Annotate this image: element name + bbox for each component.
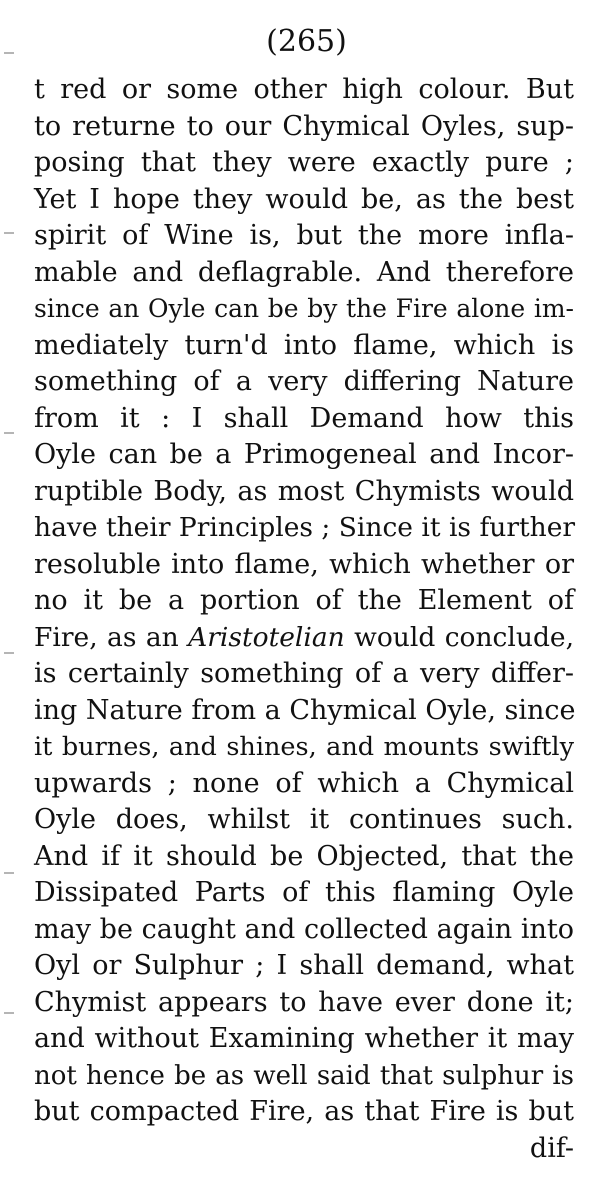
text-line: and without Examining whether it may [34,1023,574,1054]
text-line: Oyle does, whilst it continues such. [34,804,574,835]
text-line: resoluble into flame, which whether or [34,548,574,580]
text-line: from it : I shall Demand how this [34,402,574,434]
text-line: Dissipated Parts of this flaming Oyle [34,877,574,908]
text-line: not hence be as well said that sulphur is [34,1060,574,1091]
margin-mark [4,872,14,874]
text-line: mable and deflagrable. And therefore [34,256,574,288]
text-line: spirit of Wine is, but the more infla- [34,220,574,251]
text-line [34,620,574,657]
margin-mark [4,1012,14,1014]
text-segment: would conclude, [344,621,575,653]
text-line: Yet I hope they would be, as the best [34,183,574,215]
text-line: it burnes, and shines, and mounts swiftly [34,732,574,762]
text-segment: Fire, as an [34,621,189,653]
text-line: since an Oyle can be by the Fire alone im- [34,294,574,323]
text-line: upwards ; none of which a Chymical [34,767,574,799]
text-line: but compacted Fire, as that Fire is but [34,1096,574,1127]
margin-mark [4,432,14,434]
text-line: posing that they were exactly pure ; [34,147,574,178]
italic-term: Aristotelian [188,621,345,653]
catchword: dif- [529,1132,574,1164]
text-line: ing Nature from a Chymical Oyle, since [34,694,576,726]
text-line: Chymist appears to have ever done it; [34,986,574,1018]
text-line: is certainly something of a very differ- [34,658,574,689]
margin-mark [4,652,14,654]
text-line: have their Principles ; Since it is further [34,512,576,543]
text-line: Oyl or Sulphur ; I shall demand, what [34,950,574,981]
text-line: something of a very differing Nature [34,366,574,397]
text-line: may be caught and collected again into [34,913,574,945]
text-line: And if it should be Objected, that the [34,840,574,872]
text-line: no it be a portion of the Element of [34,585,574,616]
text-line: to returne to our Chymical Oyles, sup- [34,110,574,142]
margin-mark [4,232,14,234]
text-line: Oyle can be a Primogeneal and Incor- [34,439,574,470]
margin-mark [4,52,14,54]
text-line: ruptible Body, as most Chymists would [34,475,574,507]
text-line: t red or some other high colour. But [34,74,574,105]
body-text [34,72,574,1167]
page-number: (265) [266,24,347,59]
text-line: mediately turn'd into flame, which is [34,329,574,361]
